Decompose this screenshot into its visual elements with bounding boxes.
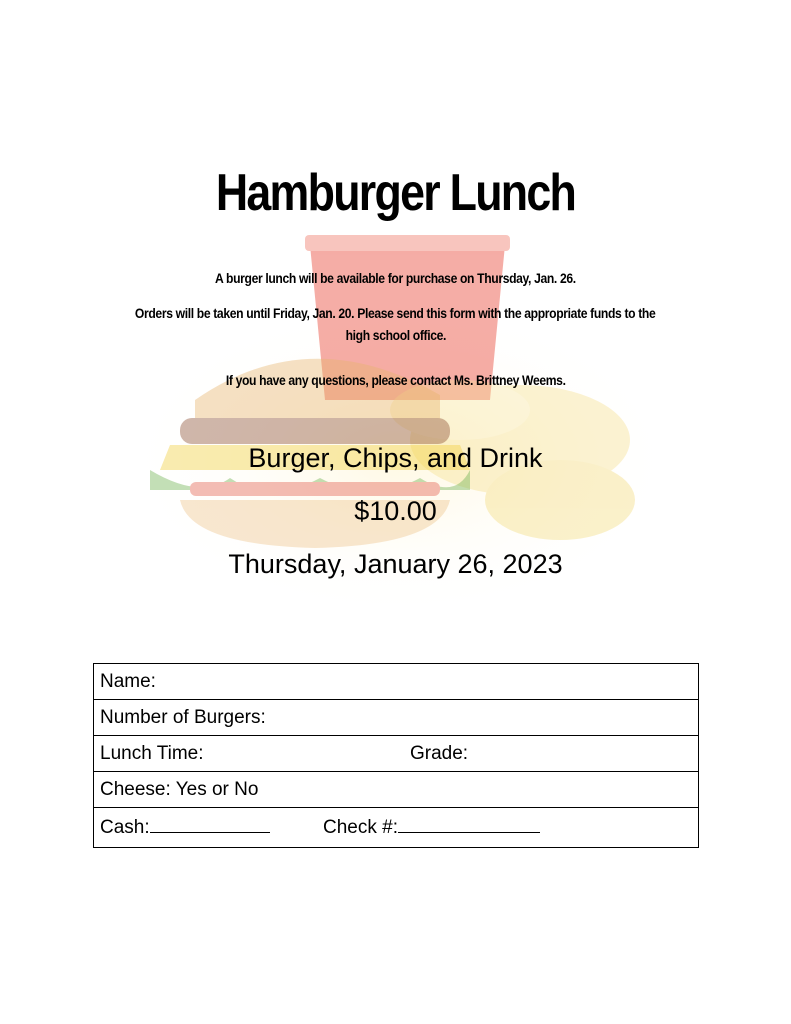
name-field[interactable] (94, 664, 699, 700)
grade-label: Grade: (410, 742, 469, 764)
check-number-blank[interactable] (398, 818, 540, 833)
availability-text: A burger lunch will be available for purchase on Thursday, Jan. 26. (215, 271, 576, 286)
price: $10.00 (354, 496, 437, 526)
order-deadline-notice (90, 303, 701, 347)
form-row-cheese (94, 772, 699, 808)
order-deadline-text: Orders will be taken until Friday, Jan. 20. Please send this form with the appropriate funds to the (135, 306, 656, 321)
cheese-field[interactable] (94, 772, 699, 808)
order-form (93, 663, 699, 848)
cash-blank[interactable] (150, 818, 270, 833)
form-row-payment (94, 808, 699, 848)
contact-notice (90, 370, 701, 392)
form-row-burgers (94, 700, 699, 736)
cheese-label: Cheese: Yes or No (100, 778, 259, 800)
payment-field[interactable] (94, 808, 699, 848)
burger-count-field[interactable] (94, 700, 699, 736)
lunch-time-field[interactable] (94, 736, 699, 772)
burger-count-label: Number of Burgers: (100, 706, 266, 728)
menu-item: Burger, Chips, and Drink (248, 443, 543, 473)
form-row-lunch-grade (94, 736, 699, 772)
check-label: Check #: (323, 816, 398, 838)
availability-notice (90, 268, 701, 290)
page-title: Hamburger Lunch (215, 164, 576, 222)
cash-label: Cash: (100, 816, 150, 838)
lunch-time-label: Lunch Time: (100, 742, 204, 764)
lunch-date: Thursday, January 26, 2023 (228, 549, 563, 579)
form-row-name (94, 664, 699, 700)
contact-text: If you have any questions, please contact Ms. Brittney Weems. (225, 373, 566, 388)
name-label: Name: (100, 670, 156, 692)
order-deadline-text-cont: high school office. (345, 328, 446, 343)
